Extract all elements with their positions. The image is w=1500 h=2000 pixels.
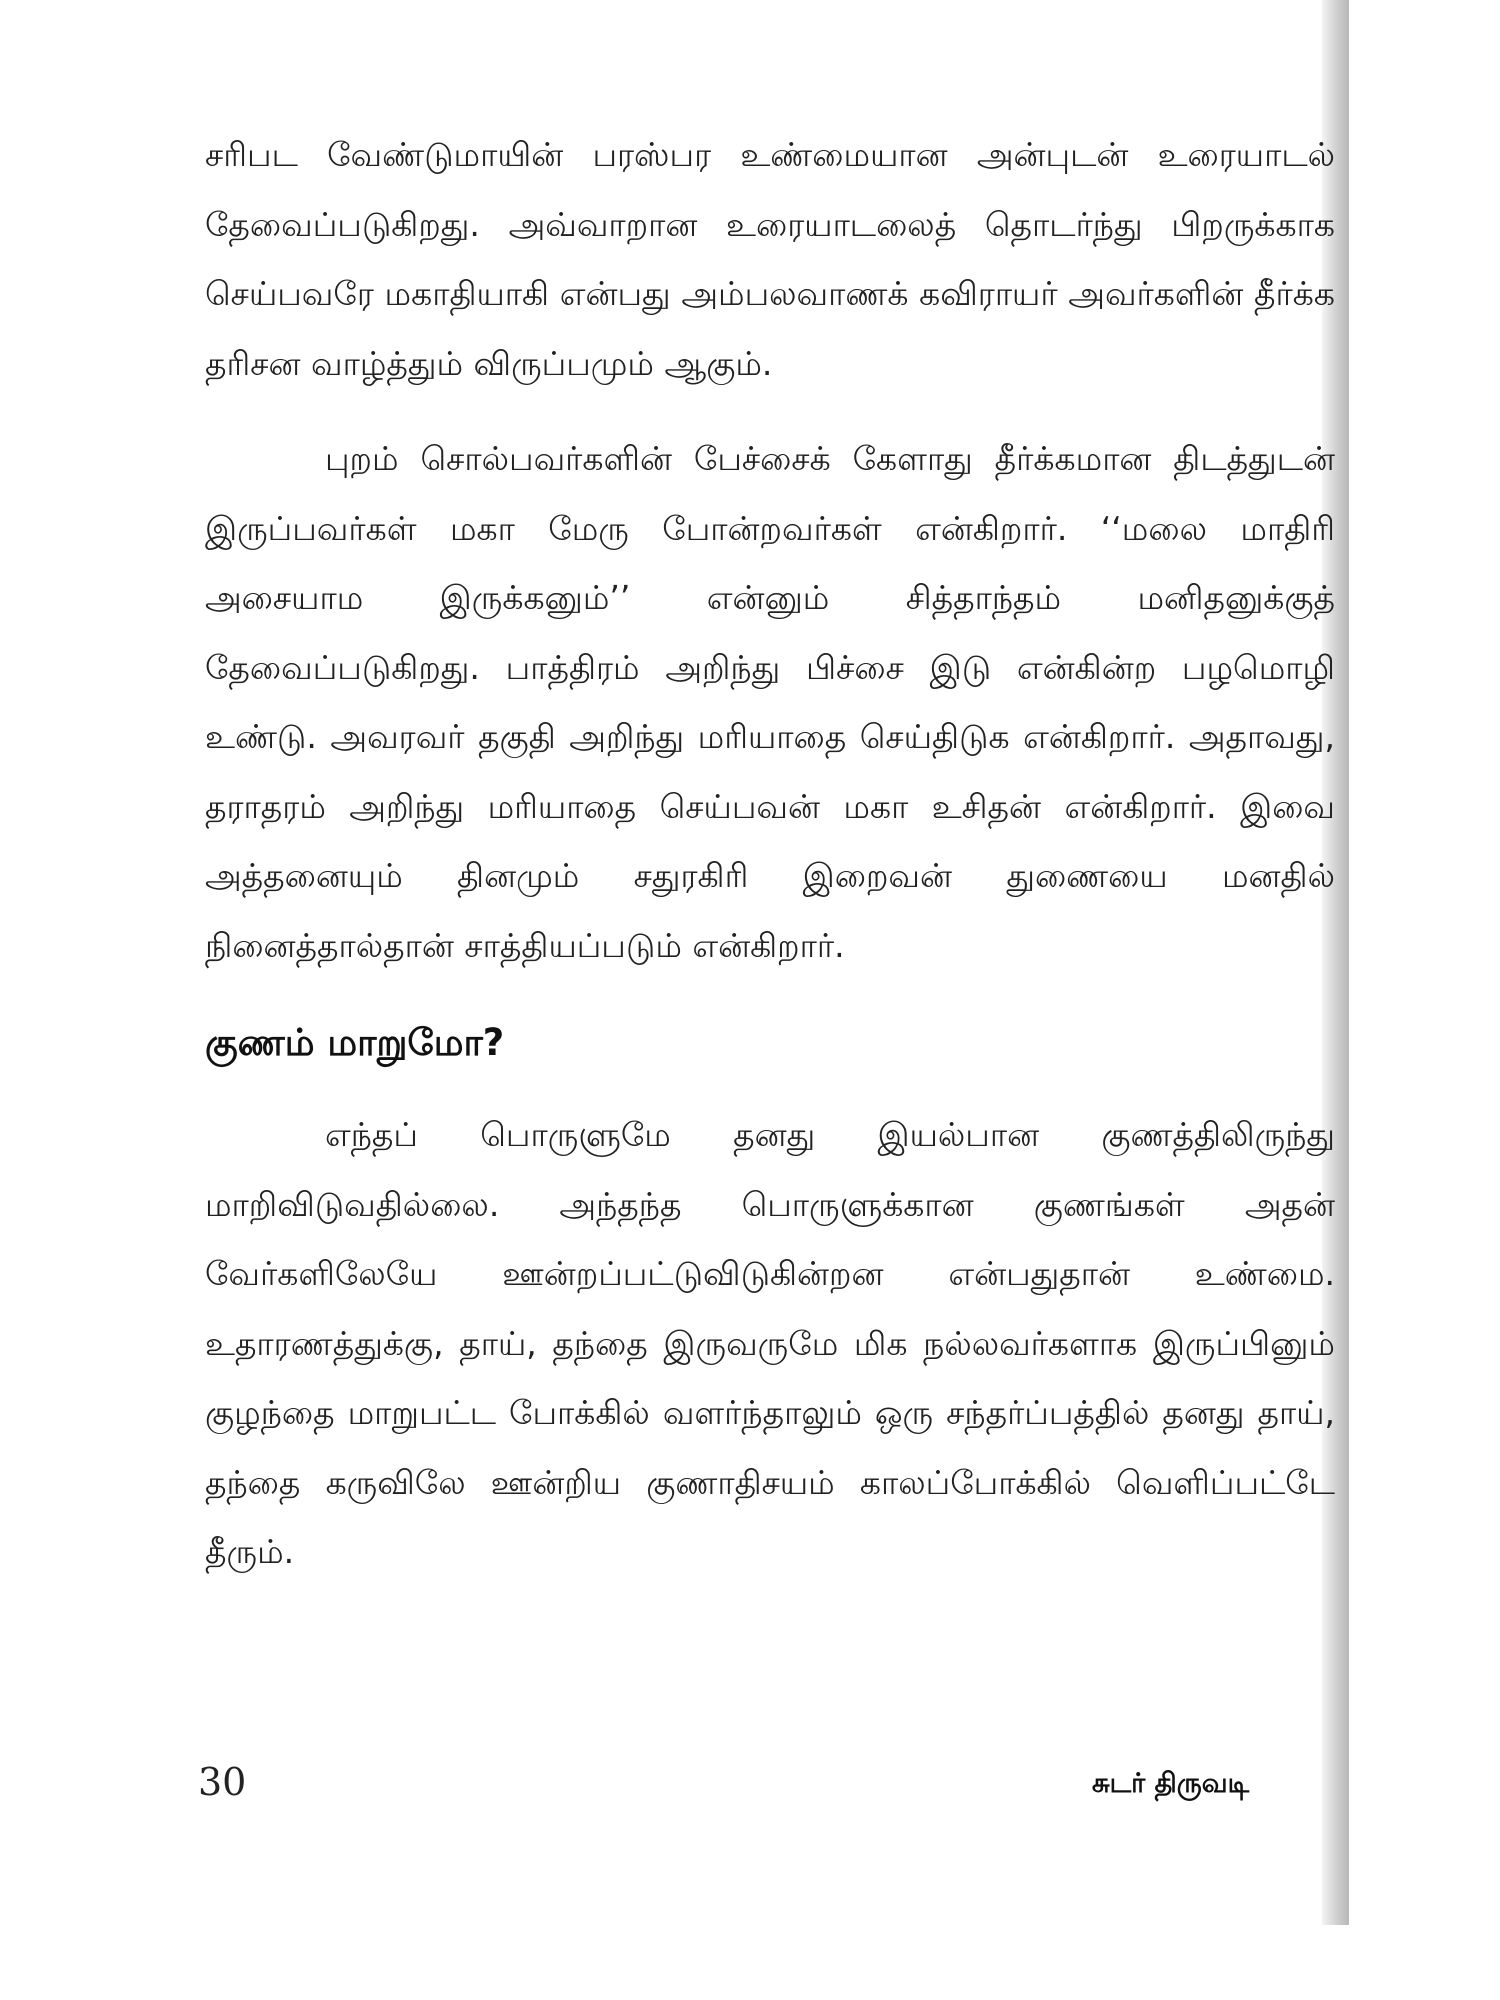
section-heading: குணம் மாறுமோ? [205,1021,505,1064]
page-number: 30 [198,1760,247,1804]
body-text [205,120,1335,1587]
paragraph-3: எந்தப் பொருளுமே தனது இயல்பான குணத்திலிருந்து மாறிவிடுவதில்லை. அந்தந்த பொருளுக்கான குணங்கள் அதன் வேர்களிலேயே ஊன்றப்பட்டுவிடுகின்றன என்பதுதான் உண்மை. உதாரணத்துக்கு, தாய், தந்தை இருவருமே மிக நல்லவர்களாக இருப்பினும் குழந்தை மாறுபட்ட போக்கில் வளர்ந்தாலும் ஒரு சந்தர்ப்பத்தில் தனது தாய், தந்தை கருவிலே ஊன்றிய குணாதிசயம் காலப்போக்கில் வெளிப்பட்டே தீரும். [205,1115,1335,1571]
paragraph-2: புறம் சொல்பவர்களின் பேச்சைக் கேளாது தீர்க்கமான திடத்துடன் இருப்பவர்கள் மகா மேரு போன்றவர்கள் என்கிறார். ‘‘மலை மாதிரி அசையாம இருக்கனும்’’ என்னும் சித்தாந்தம் மனிதனுக்குத் தேவைப்படுகிறது. பாத்திரம் அறிந்து பிச்சை இடு என்கின்ற பழமொழி உண்டு. அவரவர் தகுதி அறிந்து மரியாதை செய்திடுக என்கிறார். அதாவது, தராதரம் அறிந்து மரியாதை செய்பவன் மகா உசிதன் என்கிறார். இவை அத்தனையும் தினமும் சதுரகிரி இறைவன் துணையை மனதில் நினைத்தால்தான் சாத்தியப்படும் என்கிறார். [205,439,1335,965]
book-title: சுடர் திருவடி [1092,1768,1250,1799]
paragraph-1: சரிபட வேண்டுமாயின் பரஸ்பர உண்மையான அன்புடன் உரையாடல் தேவைப்படுகிறது. அவ்வாறான உரையாடலைத் தொடர்ந்து பிறருக்காக செய்பவரே மகாதியாகி என்பது அம்பலவாணக் கவிராயர் அவர்களின் தீர்க்க தரிசன வாழ்த்தும் விருப்பமும் ஆகும். [205,135,1335,383]
